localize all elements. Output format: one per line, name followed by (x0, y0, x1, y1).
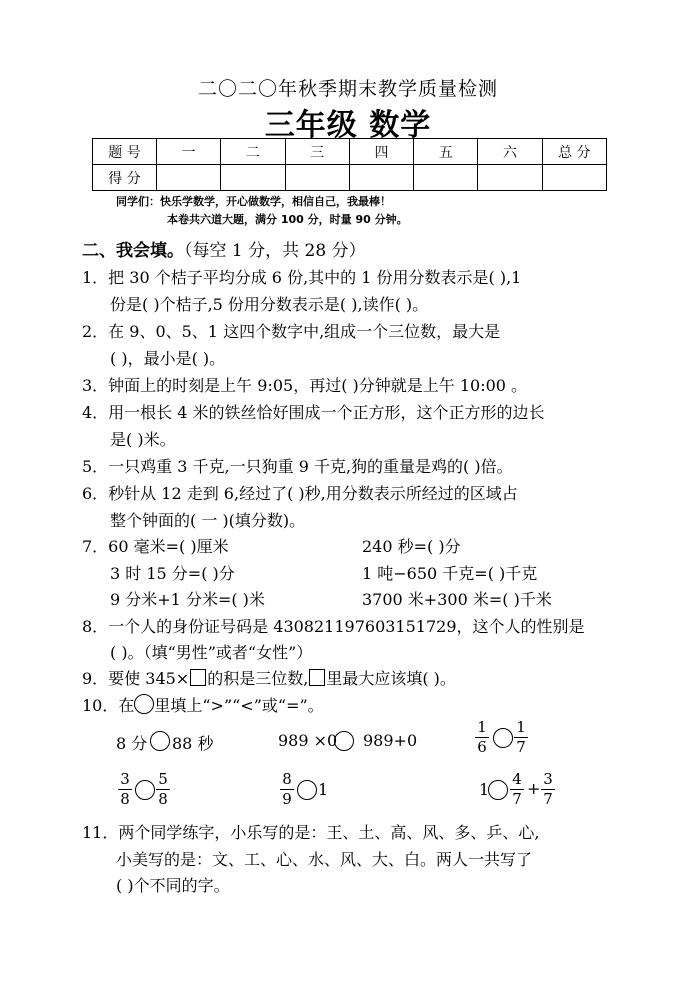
question-4-line-2: 是( )米。 (110, 430, 176, 449)
question-1-line-1: 1．把 30 个桔子平均分成 6 份,其中的 1 份用分数表示是( ),1 (82, 268, 522, 287)
question-7-item-4: 1 吨−650 千克=( )千克 (362, 564, 538, 583)
blank-circle-icon (134, 694, 154, 714)
exam-title: 二〇二〇年秋季期末教学质量检测 (197, 78, 498, 100)
q10f-left: 1 (479, 780, 490, 799)
encouragement-note: 同学们：快乐学数学，开心做数学，相信自己，我最棒！ (116, 195, 391, 208)
q10e-fraction-left: 8 9 (280, 771, 294, 808)
q10f-fraction-2: 3 7 (541, 771, 555, 808)
exam-subject: 三年级 数学 (264, 108, 432, 143)
question-7-item-2: 240 秒=( )分 (362, 537, 461, 556)
score-cell-3: 三 (285, 139, 349, 165)
q10d-compare-circle[interactable] (135, 780, 155, 800)
score-cell-4: 四 (349, 139, 413, 165)
question-5: 5．一只鸡重 3 千克,一只狗重 9 千克,狗的重量是鸡的( )倍。 (82, 457, 513, 476)
score-input-total[interactable] (542, 165, 606, 191)
question-2-line-2: ( )，最小是( )。 (110, 349, 226, 368)
q10a-left: 8 分 (116, 734, 148, 753)
q10c-compare-circle[interactable] (493, 728, 513, 748)
q10b-compare-circle[interactable] (334, 731, 354, 751)
q10f-plus: + (527, 779, 541, 798)
score-cell-6: 六 (478, 139, 542, 165)
q10d-fraction-left: 3 8 (118, 771, 132, 808)
question-7-item-6: 3700 米+300 米=( )千米 (362, 590, 552, 609)
score-cell-1: 一 (157, 139, 221, 165)
q10e-compare-circle[interactable] (297, 780, 317, 800)
question-8-line-2: ( )。（填“男性”或者“女性”） (110, 643, 313, 662)
question-9: 9．要使 345× 的积是三位数, 里最大应该填( )。 (82, 669, 456, 688)
question-11-line-1: 11．两个同学练字，小乐写的是：王、土、高、风、多、乒、心, (82, 823, 540, 842)
q10e-right: 1 (318, 780, 329, 799)
score-cell-5: 五 (414, 139, 478, 165)
score-input-6[interactable] (478, 165, 542, 191)
q10c-fraction-left: 1 6 (475, 719, 489, 756)
score-table-header-row (93, 139, 607, 165)
score-input-5[interactable] (414, 165, 478, 191)
question-2-line-1: 2．在 9、0、5、1 这四个数字中,组成一个三位数，最大是 (82, 322, 501, 341)
question-6-line-1: 6．秒针从 12 走到 6,经过了( )秒,用分数表示所经过的区域占 (82, 484, 518, 503)
q10a-right: 88 秒 (172, 734, 214, 753)
score-table (92, 138, 607, 191)
q10b-right: 989+0 (363, 731, 418, 750)
question-11-line-2: 小美写的是：文、工、心、水、风、大、白。两人一共写了 (116, 850, 533, 869)
question-6-line-2: 整个钟面的( 一 )(填分数)。 (110, 511, 306, 530)
q10c-fraction-right: 1 7 (514, 719, 528, 756)
section-heading: 二、我会填。（每空 1 分，共 28 分） (82, 241, 366, 261)
question-3: 3．钟面上的时刻是上午 9:05，再过( )分钟就是上午 10:00 。 (82, 376, 528, 395)
score-table-score-row (93, 165, 607, 191)
question-1-line-2: 份是( )个桔子,5 份用分数表示是( ),读作( )。 (110, 295, 429, 314)
question-4-line-1: 4．用一根长 4 米的铁丝恰好围成一个正方形，这个正方形的边长 (82, 403, 545, 422)
q10d-fraction-right: 5 8 (156, 771, 170, 808)
q10a-compare-circle[interactable] (150, 731, 170, 751)
question-8-line-1: 8．一个人的身份证号码是 430821197603151729，这个人的性别是 (82, 617, 585, 636)
question-7-item-1: 7．60 毫米=( )厘米 (82, 537, 229, 556)
blank-square-icon (309, 669, 325, 686)
score-cell-total: 总 分 (542, 139, 606, 165)
q10b-left: 989 ×0 (278, 731, 338, 750)
blank-square-icon (190, 669, 206, 686)
score-row-label: 得 分 (93, 165, 157, 191)
score-input-3[interactable] (285, 165, 349, 191)
exam-info-note: 本卷共六道大题，满分 100 分，时量 90 分钟。 (167, 213, 408, 226)
score-cell-2: 二 (221, 139, 285, 165)
q10f-fraction-1: 4 7 (510, 771, 524, 808)
question-11-line-3: ( )个不同的字。 (116, 876, 230, 895)
score-input-1[interactable] (157, 165, 221, 191)
score-input-4[interactable] (349, 165, 413, 191)
score-cell-label: 题 号 (93, 139, 157, 165)
question-10: 10．在 里填上“>”“<”或“=”。 (82, 696, 324, 715)
question-7-item-5: 9 分米+1 分米=( )米 (110, 590, 265, 609)
q10f-compare-circle[interactable] (488, 780, 508, 800)
question-7-item-3: 3 时 15 分=( )分 (110, 564, 235, 583)
score-input-2[interactable] (221, 165, 285, 191)
